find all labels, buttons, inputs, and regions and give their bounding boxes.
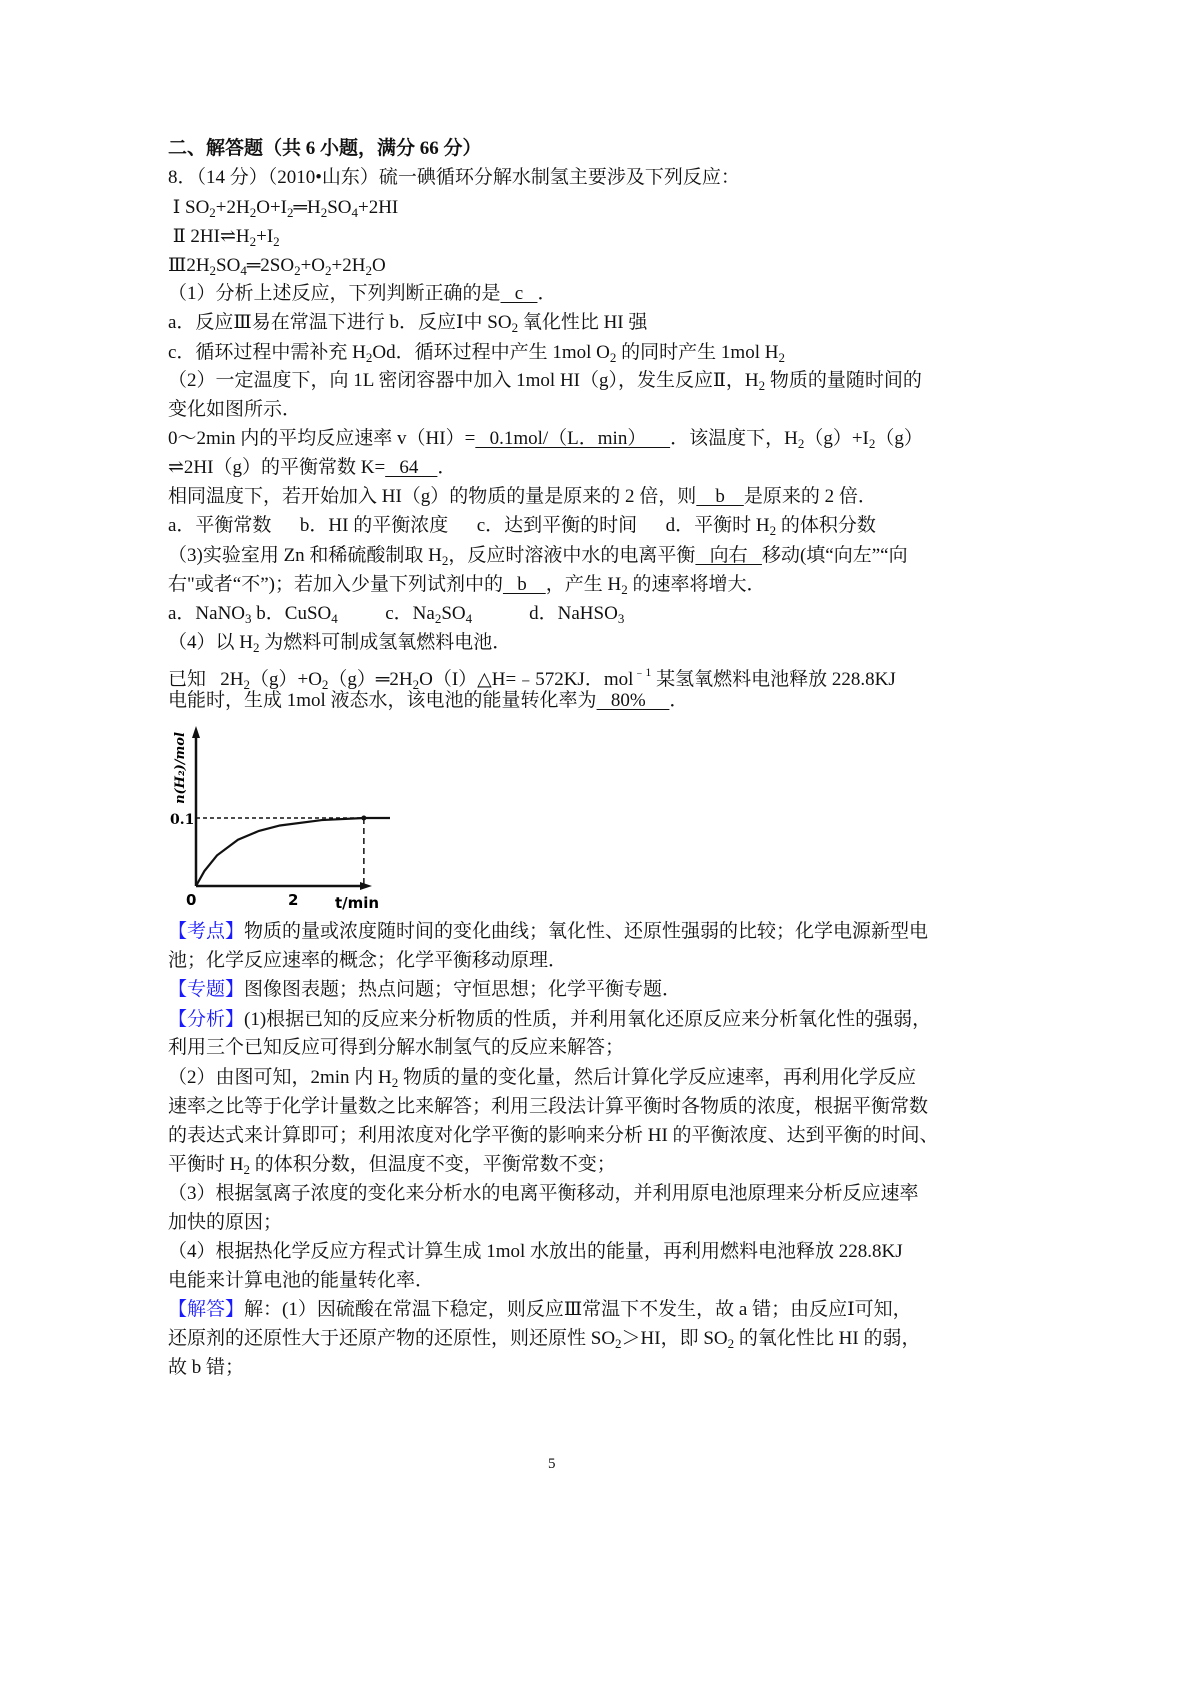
text-segment: 的体积分数，但温度不变，平衡常数不变； — [249, 1154, 616, 1175]
text-segment: 物质的量的变化量，然后计算化学反应速率，再利用化学反应 — [398, 1067, 917, 1088]
section-heading — [168, 137, 482, 161]
text-segment: c．Na — [337, 603, 435, 624]
text-line — [168, 166, 740, 190]
text-segment: 的氧化性比 HI 的弱， — [734, 1328, 921, 1349]
text-segment: 的表达式来计算即可；利用浓度对化学平衡的影响来分析 HI 的平衡浓度、达到平衡的时间、 — [168, 1125, 939, 1146]
text-segment: 的速率将增大． — [627, 574, 766, 595]
text-segment: SO — [216, 255, 241, 276]
text-segment: 池；化学反应速率的概念；化学平衡移动原理． — [168, 950, 568, 971]
text-segment: +I — [256, 226, 274, 247]
text-segment: 移动(填“向左”“向 — [761, 545, 908, 566]
text-segment: （4）根据热化学反应方程式计算生成 1mol 水放出的能量，再利用燃料电池释放 228.8KJ — [168, 1241, 903, 1262]
text-line — [168, 311, 647, 340]
text-line — [168, 254, 386, 283]
text-segment: ＞HI，即 SO — [621, 1328, 728, 1349]
text-segment: ． — [437, 457, 457, 478]
text-segment: 已知 2H — [168, 669, 244, 690]
text-segment: +2H — [331, 255, 366, 276]
text-segment: （4）以 H — [168, 632, 253, 653]
text-segment: ⇌2HI（g）的平衡常数 K= — [168, 457, 386, 478]
text-segment: b．CuSO — [251, 603, 332, 624]
answer-blank: b — [502, 574, 546, 595]
text-segment: 物质的量或浓度随时间的变化曲线；氧化性、还原性强弱的比较；化学电源新型电 — [244, 921, 929, 942]
subscript: 2 — [441, 553, 449, 568]
text-segment: 右"或者“不”)；若加入少量下列试剂中的 — [168, 574, 503, 595]
text-line — [168, 631, 511, 660]
text-segment: Ⅲ2H — [168, 255, 210, 276]
subscript: 4 — [240, 263, 247, 278]
text-line — [168, 1008, 931, 1032]
subscript: 2 — [412, 677, 420, 692]
text-segment: c．循环过程中需补充 H — [168, 342, 366, 363]
text-segment: （3）根据氢离子浓度的变化来分析水的电离平衡移动，并利用原电池原理来分析反应速率 — [168, 1183, 919, 1204]
answer-blank: b — [696, 486, 744, 507]
text-line — [168, 1124, 939, 1148]
text-segment: ═2SO — [246, 255, 295, 276]
subscript: 3 — [617, 611, 625, 626]
text-segment: 相同温度下，若开始加入 HI（g）的物质的量是原来的 2 倍，则 — [168, 486, 697, 507]
point-equilibrium — [361, 816, 366, 821]
text-line — [168, 1182, 919, 1206]
subscript: 2 — [727, 1336, 735, 1351]
text-line — [168, 1153, 616, 1182]
text-line — [168, 225, 280, 254]
text-line — [168, 1298, 912, 1322]
subscript: 2 — [209, 205, 216, 220]
text-segment: （g）+O — [249, 669, 322, 690]
subscript: 2 — [615, 1336, 622, 1351]
y-tick-0.1: 0.1 — [170, 812, 195, 828]
text-segment: +2HI — [357, 197, 399, 218]
text-line — [168, 341, 785, 370]
text-segment: 图像图表题；热点问题；守恒思想；化学平衡专题． — [244, 979, 682, 1000]
text-segment: （g）+I — [804, 428, 869, 449]
answer-blank: c — [500, 283, 538, 304]
text-line — [168, 1240, 903, 1264]
text-line — [168, 544, 908, 573]
subscript: 2 — [365, 263, 372, 278]
text-segment: a．反应Ⅲ易在常温下进行 b．反应Ⅰ中 SO — [168, 312, 512, 333]
text-line — [168, 920, 928, 944]
answer-blank: 0.1mol/（L．min） — [475, 428, 671, 449]
superscript: ﹣1 — [633, 665, 652, 679]
page-number: 5 — [548, 1456, 556, 1472]
subscript: 2 — [249, 205, 257, 220]
text-line — [168, 1327, 920, 1356]
text-line — [168, 1269, 434, 1293]
text-line — [168, 427, 923, 456]
text-line — [168, 1095, 928, 1119]
subscript: 2 — [287, 205, 294, 220]
subscript: 4 — [351, 205, 358, 220]
text-segment: ═H — [293, 197, 321, 218]
text-segment: d．NaHSO — [472, 603, 618, 624]
text-line — [168, 1036, 624, 1060]
text-segment: a．NaNO — [168, 603, 246, 624]
subscript: 4 — [465, 611, 473, 626]
subscript: 2 — [365, 350, 373, 365]
text-segment: 速率之比等于化学计量数之比来解答；利用三段法计算平衡时各物质的浓度，根据平衡常数 — [168, 1096, 929, 1117]
text-segment: 利用三个已知反应可得到分解水制氢气的反应来解答； — [168, 1037, 625, 1058]
subscript: 4 — [331, 611, 338, 626]
text-line — [168, 949, 567, 973]
subscript: 2 — [252, 640, 260, 655]
text-line — [168, 514, 876, 543]
text-segment: Od．循环过程中产生 1mol O — [372, 342, 610, 363]
subscript: 2 — [243, 677, 250, 692]
text-segment: 二、解答题（共 6 小题，满分 66 分） — [168, 138, 482, 159]
text-segment: （g） — [875, 428, 923, 449]
text-segment: 解：(1）因硫酸在常温下稳定，则反应Ⅲ常温下不发生，故 a 错；由反应Ⅰ可知， — [244, 1299, 912, 1320]
h2-amount-chart — [160, 722, 390, 917]
section-label: 【分析】 — [168, 1009, 245, 1030]
text-line — [168, 485, 877, 509]
text-line — [168, 456, 456, 480]
text-segment: Ⅱ 2HI⇌H — [168, 226, 250, 247]
text-line — [168, 369, 922, 398]
subscript: 2 — [621, 582, 628, 597]
subscript: 2 — [769, 523, 777, 538]
subscript: 2 — [868, 436, 876, 451]
text-segment: SO — [327, 197, 352, 218]
text-segment: （1）分析上述反应，下列判断正确的是 — [168, 283, 501, 304]
text-segment: 氧化性比 HI 强 — [518, 312, 648, 333]
x-axis-label: t/min — [335, 894, 380, 912]
text-segment: （3)实验室用 Zn 和稀硫酸制取 H — [168, 545, 442, 566]
subscript: 2 — [320, 205, 328, 220]
subscript: 2 — [321, 677, 329, 692]
text-line — [168, 978, 681, 1002]
text-segment: 某氢氧燃料电池释放 228.8KJ — [651, 669, 896, 690]
x-axis-arrow — [360, 882, 372, 890]
text-segment: 故 b 错； — [168, 1357, 245, 1378]
subscript: 2 — [249, 234, 257, 249]
text-line — [168, 1211, 282, 1235]
curve-n-h2 — [196, 818, 390, 886]
subscript: 2 — [778, 350, 785, 365]
text-line — [168, 689, 688, 713]
text-segment: 电能时，生成 1mol 液态水，该电池的能量转化率为 — [168, 690, 597, 711]
text-segment: 变化如图所示． — [168, 399, 302, 420]
text-segment: ． — [669, 690, 689, 711]
subscript: 2 — [243, 1162, 250, 1177]
text-line — [168, 1356, 244, 1380]
subscript: 2 — [294, 263, 301, 278]
text-segment: 平衡时 H — [168, 1154, 244, 1175]
text-segment: O+I — [256, 197, 287, 218]
text-segment: a．平衡常数 b．HI 的平衡浓度 c．达到平衡的时间 d．平衡时 H — [168, 515, 770, 536]
answer-blank: 向右 — [695, 545, 762, 566]
text-segment: +O — [300, 255, 326, 276]
text-segment: 电能来计算电池的能量转化率． — [168, 1270, 435, 1291]
text-line — [168, 1066, 916, 1095]
text-line — [168, 398, 301, 422]
text-segment: 8．（14 分）（2010•山东）硫一碘循环分解水制氢主要涉及下列反应： — [168, 167, 740, 188]
text-segment: SO — [441, 603, 466, 624]
subscript: 2 — [434, 611, 442, 626]
text-segment: 的体积分数 — [776, 515, 876, 536]
answer-blank: 64 — [385, 457, 438, 478]
subscript: 2 — [797, 436, 805, 451]
subscript: 3 — [245, 611, 252, 626]
x-tick-0: 0 — [186, 891, 197, 909]
section-label: 【解答】 — [168, 1299, 245, 1320]
section-label: 【考点】 — [168, 921, 245, 942]
x-tick-2: 2 — [288, 891, 299, 909]
answer-blank: 80% — [596, 690, 670, 711]
subscript: 2 — [209, 263, 217, 278]
text-segment: ，反应时溶液中水的电离平衡 — [448, 545, 696, 566]
text-segment: 的同时产生 1mol H — [616, 342, 779, 363]
text-line — [168, 282, 556, 306]
text-segment: （g）═2H — [328, 669, 413, 690]
text-segment: 物质的量随时间的 — [765, 370, 922, 391]
subscript: 2 — [758, 378, 766, 393]
text-segment: 0～2min 内的平均反应速率 v（HI）= — [168, 428, 476, 449]
text-segment: +2H — [215, 197, 250, 218]
text-segment: Ⅰ SO — [168, 197, 210, 218]
subscript: 2 — [273, 234, 280, 249]
subscript: 2 — [609, 350, 617, 365]
section-label: 【专题】 — [168, 979, 245, 1000]
text-line — [168, 602, 624, 631]
y-axis-label: n(H₂)/mol — [173, 732, 188, 804]
text-segment: ．该温度下，H — [670, 428, 798, 449]
text-segment: O（I）△H=﹣572KJ．mol — [419, 669, 634, 690]
text-segment: 加快的原因； — [168, 1212, 283, 1233]
text-segment: 还原剂的还原性大于还原产物的还原性，则还原性 SO — [168, 1328, 616, 1349]
y-axis-arrow — [192, 726, 200, 738]
text-line — [168, 573, 765, 602]
text-segment: 为燃料可制成氢氧燃料电池． — [259, 632, 512, 653]
subscript: 2 — [511, 320, 519, 335]
text-segment: O — [371, 255, 386, 276]
text-segment: ． — [537, 283, 557, 304]
text-segment: ，产生 H — [545, 574, 622, 595]
text-segment: （2）由图可知，2min 内 H — [168, 1067, 392, 1088]
text-segment: 是原来的 2 倍． — [743, 486, 877, 507]
subscript: 2 — [391, 1075, 399, 1090]
text-segment: （2）一定温度下，向 1L 密闭容器中加入 1mol HI（g），发生反应Ⅱ，H — [168, 370, 759, 391]
text-segment: (1)根据已知的反应来分析物质的性质，并利用氧化还原反应来分析氧化性的强弱， — [244, 1009, 932, 1030]
text-line — [168, 196, 398, 225]
subscript: 2 — [325, 263, 332, 278]
